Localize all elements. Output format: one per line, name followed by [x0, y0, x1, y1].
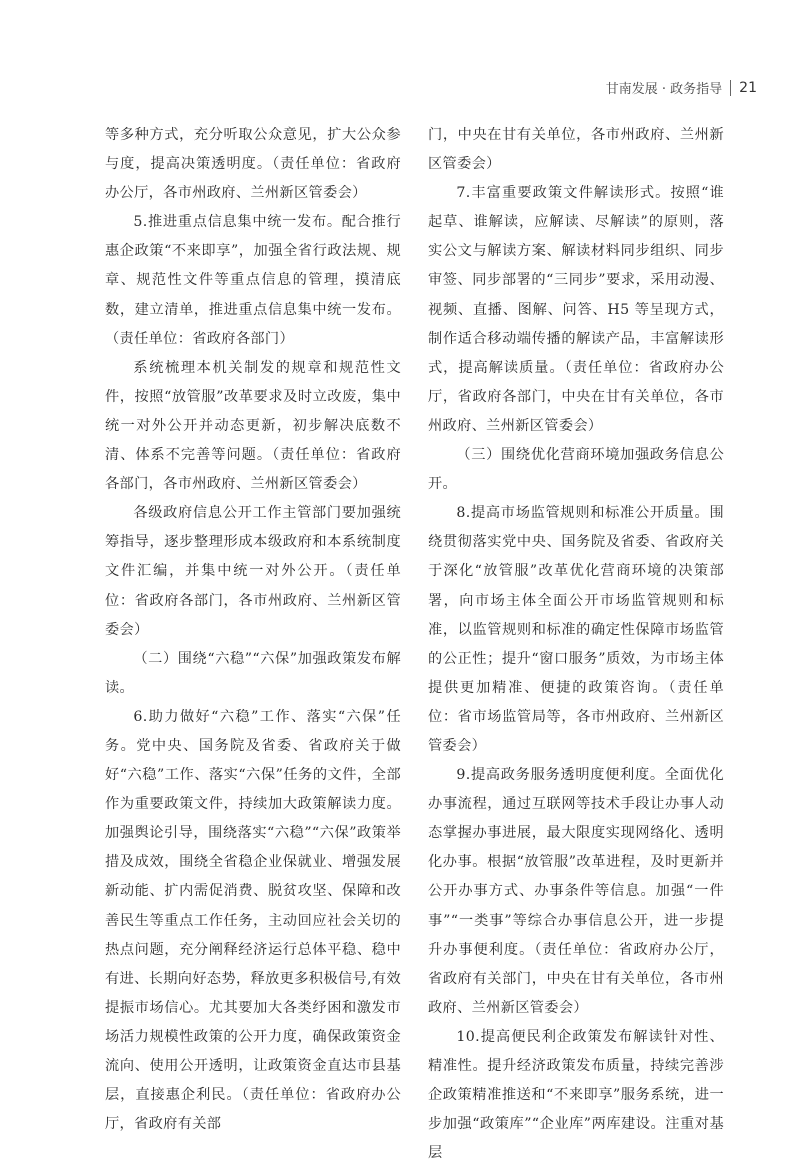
section-heading: （三）围绕优化营商环境加强政务信息公开。 — [428, 447, 724, 493]
paragraph: 各级政府信息公开工作主管部门要加强统筹指导，逐步整理形成本级政府和本系统制度文件汇编，并集中统一对外公开。（责任单位：省政府各部门，各市州政府、兰州新区管委会） — [105, 505, 401, 638]
paragraph: 系统梳理本机关制发的规章和规范性文件，按照“放管服”改革要求及时立改废，集中统一对外公开并动态更新，初步解决底数不清、体系不完善等问题。（责任单位：省政府各部门，各市州政府、兰州新区管委会） — [105, 359, 401, 493]
left-column — [105, 121, 401, 1139]
paragraph: 门，中央在甘有关单位，各市州政府、兰州新区管委会） — [428, 127, 724, 173]
paragraph: 等多种方式，充分听取公众意见，扩大公众参与度，提高决策透明度。（责任单位：省政府办公厅，各市州政府、兰州新区管委会） — [105, 127, 401, 202]
header-divider — [730, 80, 731, 96]
paragraph: 5.推进重点信息集中统一发布。配合推行惠企政策“不来即享”，加强全省行政法规、规章、规范性文件等重点信息的管理，摸清底数，建立清单，推进重点信息集中统一发布。（责任单位：省政府各部门） — [105, 214, 401, 347]
paragraph: 9.提高政务服务透明度便利度。全面优化办事流程，通过互联网等技术手段让办事人动态掌握办事进展，最大限度实现网络化、透明化办事。根据“放管服”改革进程，及时更新并公开办事方式、办事条件等信息。加强“一件事”“一类事”等综合办事信息公开，进一步提升办事便利度。（责任单位：省政府办公厅，省政府有关部门，中央在甘有关单位，各市州政府、兰州新区管委会） — [428, 767, 724, 1016]
section-heading: （二）围绕“六稳”“六保”加强政策发布解读。 — [105, 650, 401, 696]
paragraph: 10.提高便民利企政策发布解读针对性、精准性。提升经济政策发布质量，持续完善涉企政策精准推送和“不来即享”服务系统，进一步加强“政策库”“企业库”两库建设。注重对基层 — [428, 1028, 724, 1162]
paragraph: 6.助力做好“六稳”工作、落实“六保”任务。党中央、国务院及省委、省政府关于做好“六稳”工作、落实“六保”任务的文件，全部作为重要政策文件，持续加大政策解读力度。加强舆论引导，围绕落实“六稳”“六保”政策举措及成效，围绕全省稳企业保就业、增强发展新动能、扩内需促消费、脱贫攻坚、保障和改善民生等重点工作任务，主动回应社会关切的热点问题，充分阐释经济运行总体平稳、稳中有进、长期向好态势，释放更多积极信号,有效提振市场信心。尤其要加大各类纾困和激发市场活力规模性政策的公开力度，确保政策资金流向、使用公开透明，让政策资金直达市县基层，直接惠企利民。（责任单位：省政府办公厅，省政府有关部 — [105, 708, 401, 1133]
section-title: 甘南发展 · 政务指导 — [605, 82, 723, 97]
page-header — [606, 78, 757, 97]
page-number: 21 — [739, 79, 757, 96]
paragraph: 7.丰富重要政策文件解读形式。按照“谁起草、谁解读，应解读、尽解读”的原则，落实公文与解读方案、解读材料同步组织、同步审签、同步部署的“三同步”要求，采用动漫、视频、直播、图解、问答、H5 等呈现方式，制作适合移动端传播的解读产品，丰富解读形式，提高解读质量。（责任单位：省政府办公厅，省政府各部门，中央在甘有关单位，各市州政府、兰州新区管委会） — [428, 185, 724, 434]
right-column — [428, 121, 724, 1168]
paragraph: 8.提高市场监管规则和标准公开质量。围绕贯彻落实党中央、国务院及省委、省政府关于深化“放管服”改革优化营商环境的决策部署，向市场主体全面公开市场监管规则和标准，以监管规则和标准的确定性保障市场监管的公正性；提升“窗口服务”质效，为市场主体提供更加精准、便捷的政策咨询。（责任单位：省市场监管局等，各市州政府、兰州新区管委会） — [428, 505, 724, 754]
